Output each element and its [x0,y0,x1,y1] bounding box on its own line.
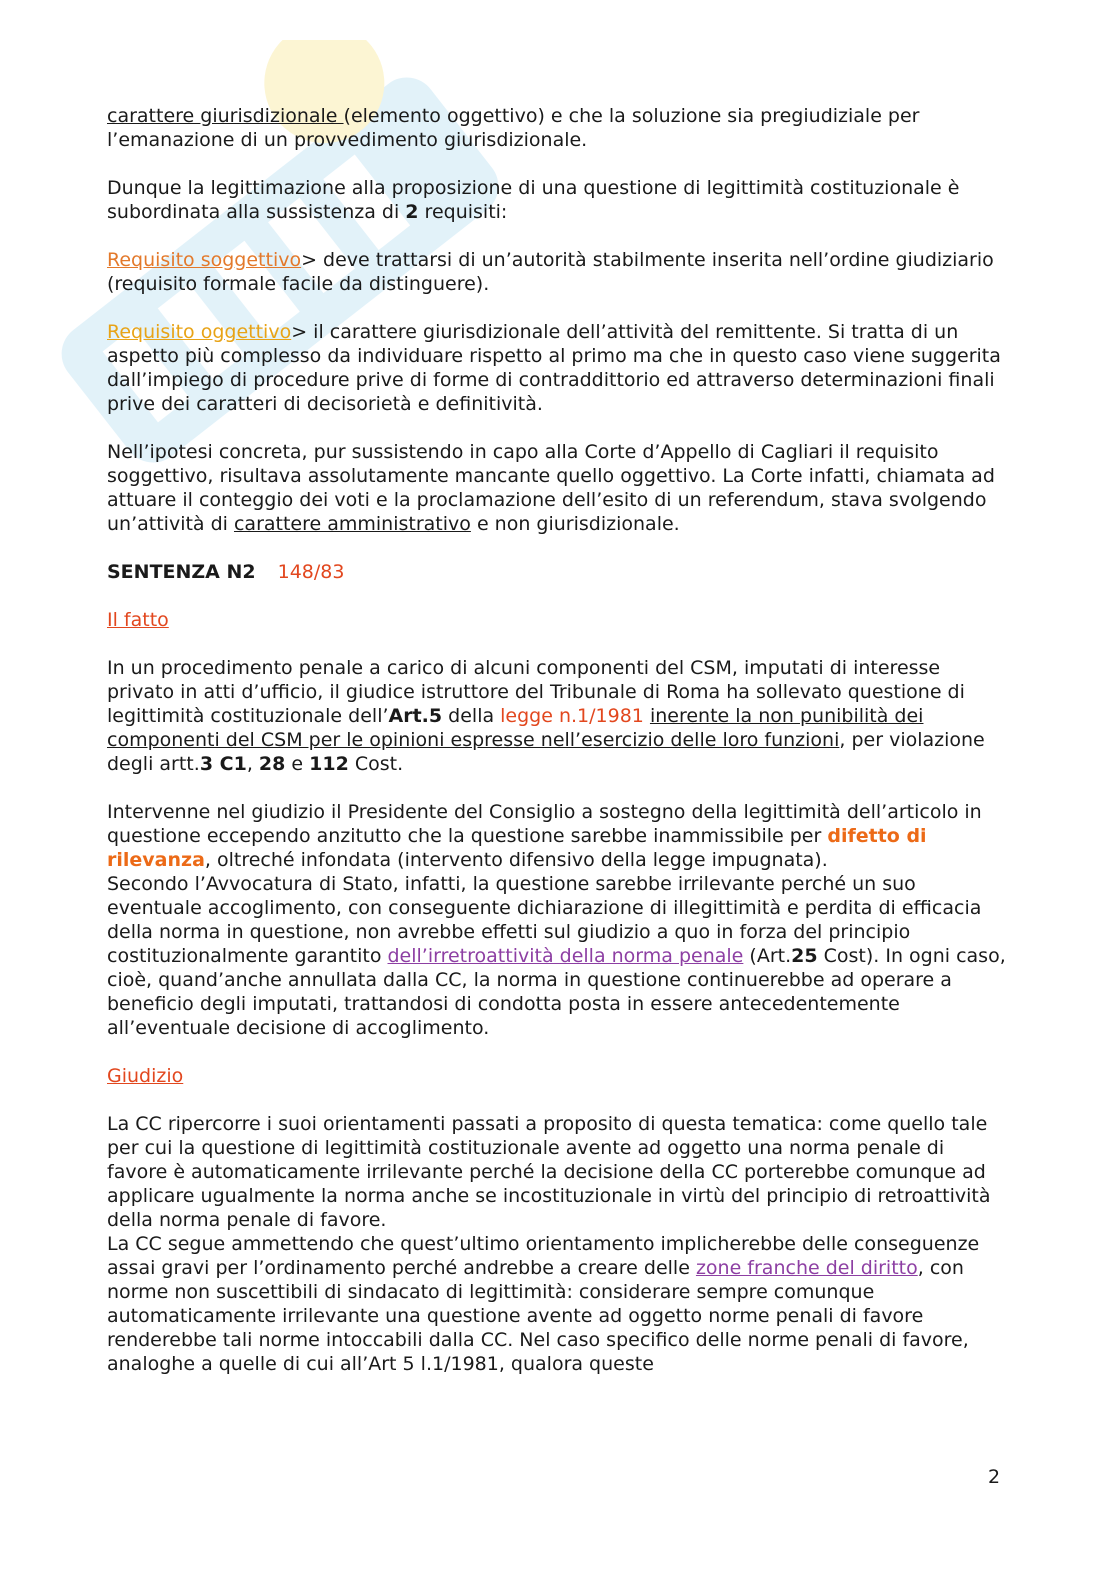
sentenza-title: SENTENZA N2 [107,561,256,583]
text-span: La CC ripercorre i suoi orientamenti passati a proposito di questa tematica: come quello tale per cui la questione di legittimità costituzionale avente ad oggetto una norma penale di favore è automaticamente irrilevante perché la decisione della CC porterebbe comunque ad applicare ugualmente la norma anche se incostituzionale in virtù del principio di retroattività della norma penale di favore. [107,1113,991,1231]
text-span: Cost). In ogni caso, cioè, quand’anche annullata dalla CC, la norma in questione continuerebbe ad operare a beneficio degli imputati, trattandosi di condotta posta in essere antecedentemente all’eventuale decisione di accoglimento. [107,945,1006,1039]
paragraph-6 [107,656,1007,776]
giudizio-label: Giudizio [107,1065,184,1087]
section-heading [107,560,1007,584]
text-span: La CC segue ammettendo che quest’ultimo orientamento implicherebbe delle conseguenze assai gravi per l’ordinamento perché andrebbe a creare delle [107,1233,980,1279]
difetto-di-rilevanza-term: difetto di rilevanza [107,825,927,871]
carattere-amministrativo-term: carattere amministrativo [233,513,471,535]
text-span: della [442,705,501,727]
text-span: , con norme non suscettibili di sindacato di legittimità: considerare sempre comunque automaticamente irrilevante una questione avente ad oggetto norme penali di favore renderebbe tali norme intoccabili dalla CC. Nel caso specifico delle norme penali di favore, analoghe a quelle di cui all’Art 5 l.1/1981, qualora queste [107,1257,969,1375]
non-punibilita-term: inerente la non punibilità dei componenti del CSM per le opinioni espresse nell’esercizio delle loro funzioni [107,705,924,751]
page-number: 2 [988,1466,1001,1488]
text-span: requisiti: [418,201,508,223]
paragraph-2 [107,176,1007,224]
text-span: Cost. [348,753,404,775]
text-span: Secondo l’Avvocatura di Stato, infatti, la questione sarebbe irrilevante perché un suo eventuale accoglimento, con conseguente dichiarazione di illegittimità e perdita di efficacia della norma in questione, non avrebbe effetti sul giudizio a quo in forza del principio costituzionalmente garantito [107,873,982,967]
subheading-giudizio [107,1064,1007,1088]
text-span: > deve trattarsi di un’autorità stabilmente inserita nell’ordine giudiziario (requisito formale facile da distinguere). [107,249,994,295]
subheading-il-fatto [107,608,1007,632]
text-span: , per violazione degli artt. [107,729,985,775]
irretroattivita-link[interactable]: dell’irretroattività della norma penale [387,945,744,967]
paragraph-10 [107,1232,1007,1376]
paragraph-requisito-soggettivo [107,248,1007,296]
article-ref: 25 [791,945,818,967]
article-ref: 3 C1 [199,753,247,775]
requisiti-count: 2 [405,201,419,223]
paragraph-requisito-oggettivo [107,320,1007,416]
paragraph-7 [107,800,1007,872]
requisito-oggettivo-label: Requisito oggettivo [107,321,292,343]
text-span: , oltreché infondata (intervento difensivo della legge impugnata). [204,849,828,871]
text-span: (Art. [743,945,792,967]
carattere-giurisdizionale-term: carattere giurisdizionale [107,105,344,127]
text-span: Dunque la legittimazione alla proposizione di una questione di legittimità costituzionale è subordinata alla sussistenza di [107,177,960,223]
requisito-soggettivo-label: Requisito soggettivo [107,249,302,271]
sentenza-number: 148/83 [277,561,345,583]
text-span: In un procedimento penale a carico di alcuni componenti del CSM, imputati di interesse privato in atti d’ufficio, il giudice istruttore del Tribunale di Roma ha sollevato questione di legittimità costituzionale dell’ [107,657,965,727]
text-span: (elemento oggettivo) e che la soluzione sia pregiudiziale per l’emanazione di un provvedimento giurisdizionale. [107,105,920,151]
article-ref: Art.5 [388,705,443,727]
text-span: Intervenne nel giudizio il Presidente del Consiglio a sostegno della legittimità dell’articolo in questione eccependo anzitutto che la questione sarebbe inammissibile per [107,801,982,847]
document-body [107,104,1007,1400]
paragraph-5 [107,440,1007,536]
paragraph-1 [107,104,1007,152]
text-span: Nell’ipotesi concreta, pur sussistendo in capo alla Corte d’Appello di Cagliari il requisito soggettivo, risultava assolutamente mancante quello oggettivo. La Corte infatti, chiamata ad attuare il conteggio dei voti e la proclamazione dell’esito di un referendum, stava svolgendo un’attività di [107,441,995,535]
legge-ref: legge n.1/1981 [500,705,644,727]
text-span: > il carattere giurisdizionale dell’attività del remittente. Si tratta di un aspetto più complesso da individuare rispetto al primo ma che in questo caso viene suggerita dall’impiego di procedure prive di forme di contraddittorio ed attraverso determinazioni finali prive dei caratteri di decisorietà e definitività. [107,321,1001,415]
paragraph-8 [107,872,1007,1040]
article-ref: 28 [258,753,286,775]
text-span: e non giurisdizionale. [470,513,680,535]
zone-franche-link[interactable]: zone franche del diritto [695,1257,918,1279]
article-ref: 112 [309,753,349,775]
il-fatto-label: Il fatto [107,609,169,631]
text-span: , [246,753,259,775]
text-span: e [285,753,310,775]
paragraph-9 [107,1112,1007,1232]
